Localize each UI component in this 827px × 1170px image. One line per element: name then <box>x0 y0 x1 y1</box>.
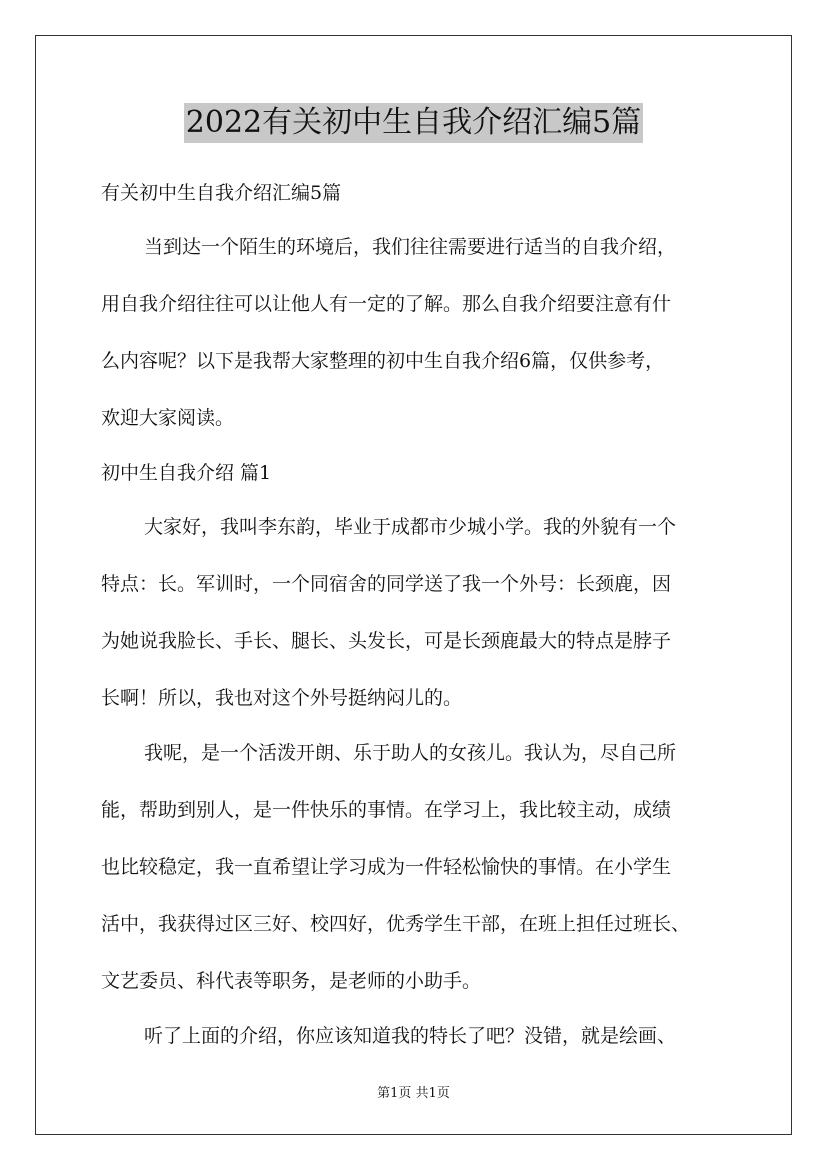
paragraph-line: 特点：长。军训时，一个同宿舍的同学送了我一个外号：长颈鹿，因 <box>101 573 672 595</box>
paragraph-line: 长啊！所以，我也对这个外号挺纳闷儿的。 <box>101 687 463 709</box>
paragraph-line: 能，帮助到别人，是一件快乐的事情。在学习上，我比较主动，成绩 <box>101 799 672 821</box>
paragraph-line: 活中，我获得过区三好、校四好，优秀学生干部，在班上担任过班长、 <box>101 913 691 935</box>
paragraph-3 <box>101 1021 741 1051</box>
paragraph-line: 当到达一个陌生的环境后，我们往往需要进行适当的自我介绍， <box>144 236 677 258</box>
paragraph-line: 大家好，我叫李东韵，毕业于成都市少城小学。我的外貌有一个 <box>144 516 677 538</box>
paragraph-line: 为她说我脸长、手长、腿长、头发长，可是长颈鹿最大的特点是脖子 <box>101 630 672 652</box>
intro-paragraph <box>101 232 741 433</box>
document-body <box>101 178 741 1076</box>
paragraph-line: 文艺委员、科代表等职务，是老师的小助手。 <box>101 970 482 992</box>
paragraph-line: 也比较稳定，我一直希望让学习成为一件轻松愉快的事情。在小学生 <box>101 856 672 878</box>
paragraph-1 <box>101 512 741 713</box>
paragraph-line: 欢迎大家阅读。 <box>101 407 235 429</box>
paragraph-line: 听了上面的介绍，你应该知道我的特长了吧？没错，就是绘画、 <box>144 1025 677 1047</box>
section-heading: 初中生自我介绍 篇1 <box>101 462 272 484</box>
document-title-text: 2022有关初中生自我介绍汇编5篇 <box>184 103 643 143</box>
document-title <box>0 102 827 143</box>
paragraph-line: 么内容呢？以下是我帮大家整理的初中生自我介绍6篇，仅供参考， <box>101 350 665 372</box>
paragraph-2 <box>101 738 741 996</box>
paragraph-line: 我呢，是一个活泼开朗、乐于助人的女孩儿。我认为，尽自己所 <box>144 742 677 764</box>
paragraph-line: 用自我介绍往往可以让他人有一定的了解。那么自我介绍要注意有什 <box>101 293 672 315</box>
subtitle: 有关初中生自我介绍汇编5篇 <box>101 182 342 204</box>
page-footer: 第1页 共1页 <box>377 1086 450 1101</box>
